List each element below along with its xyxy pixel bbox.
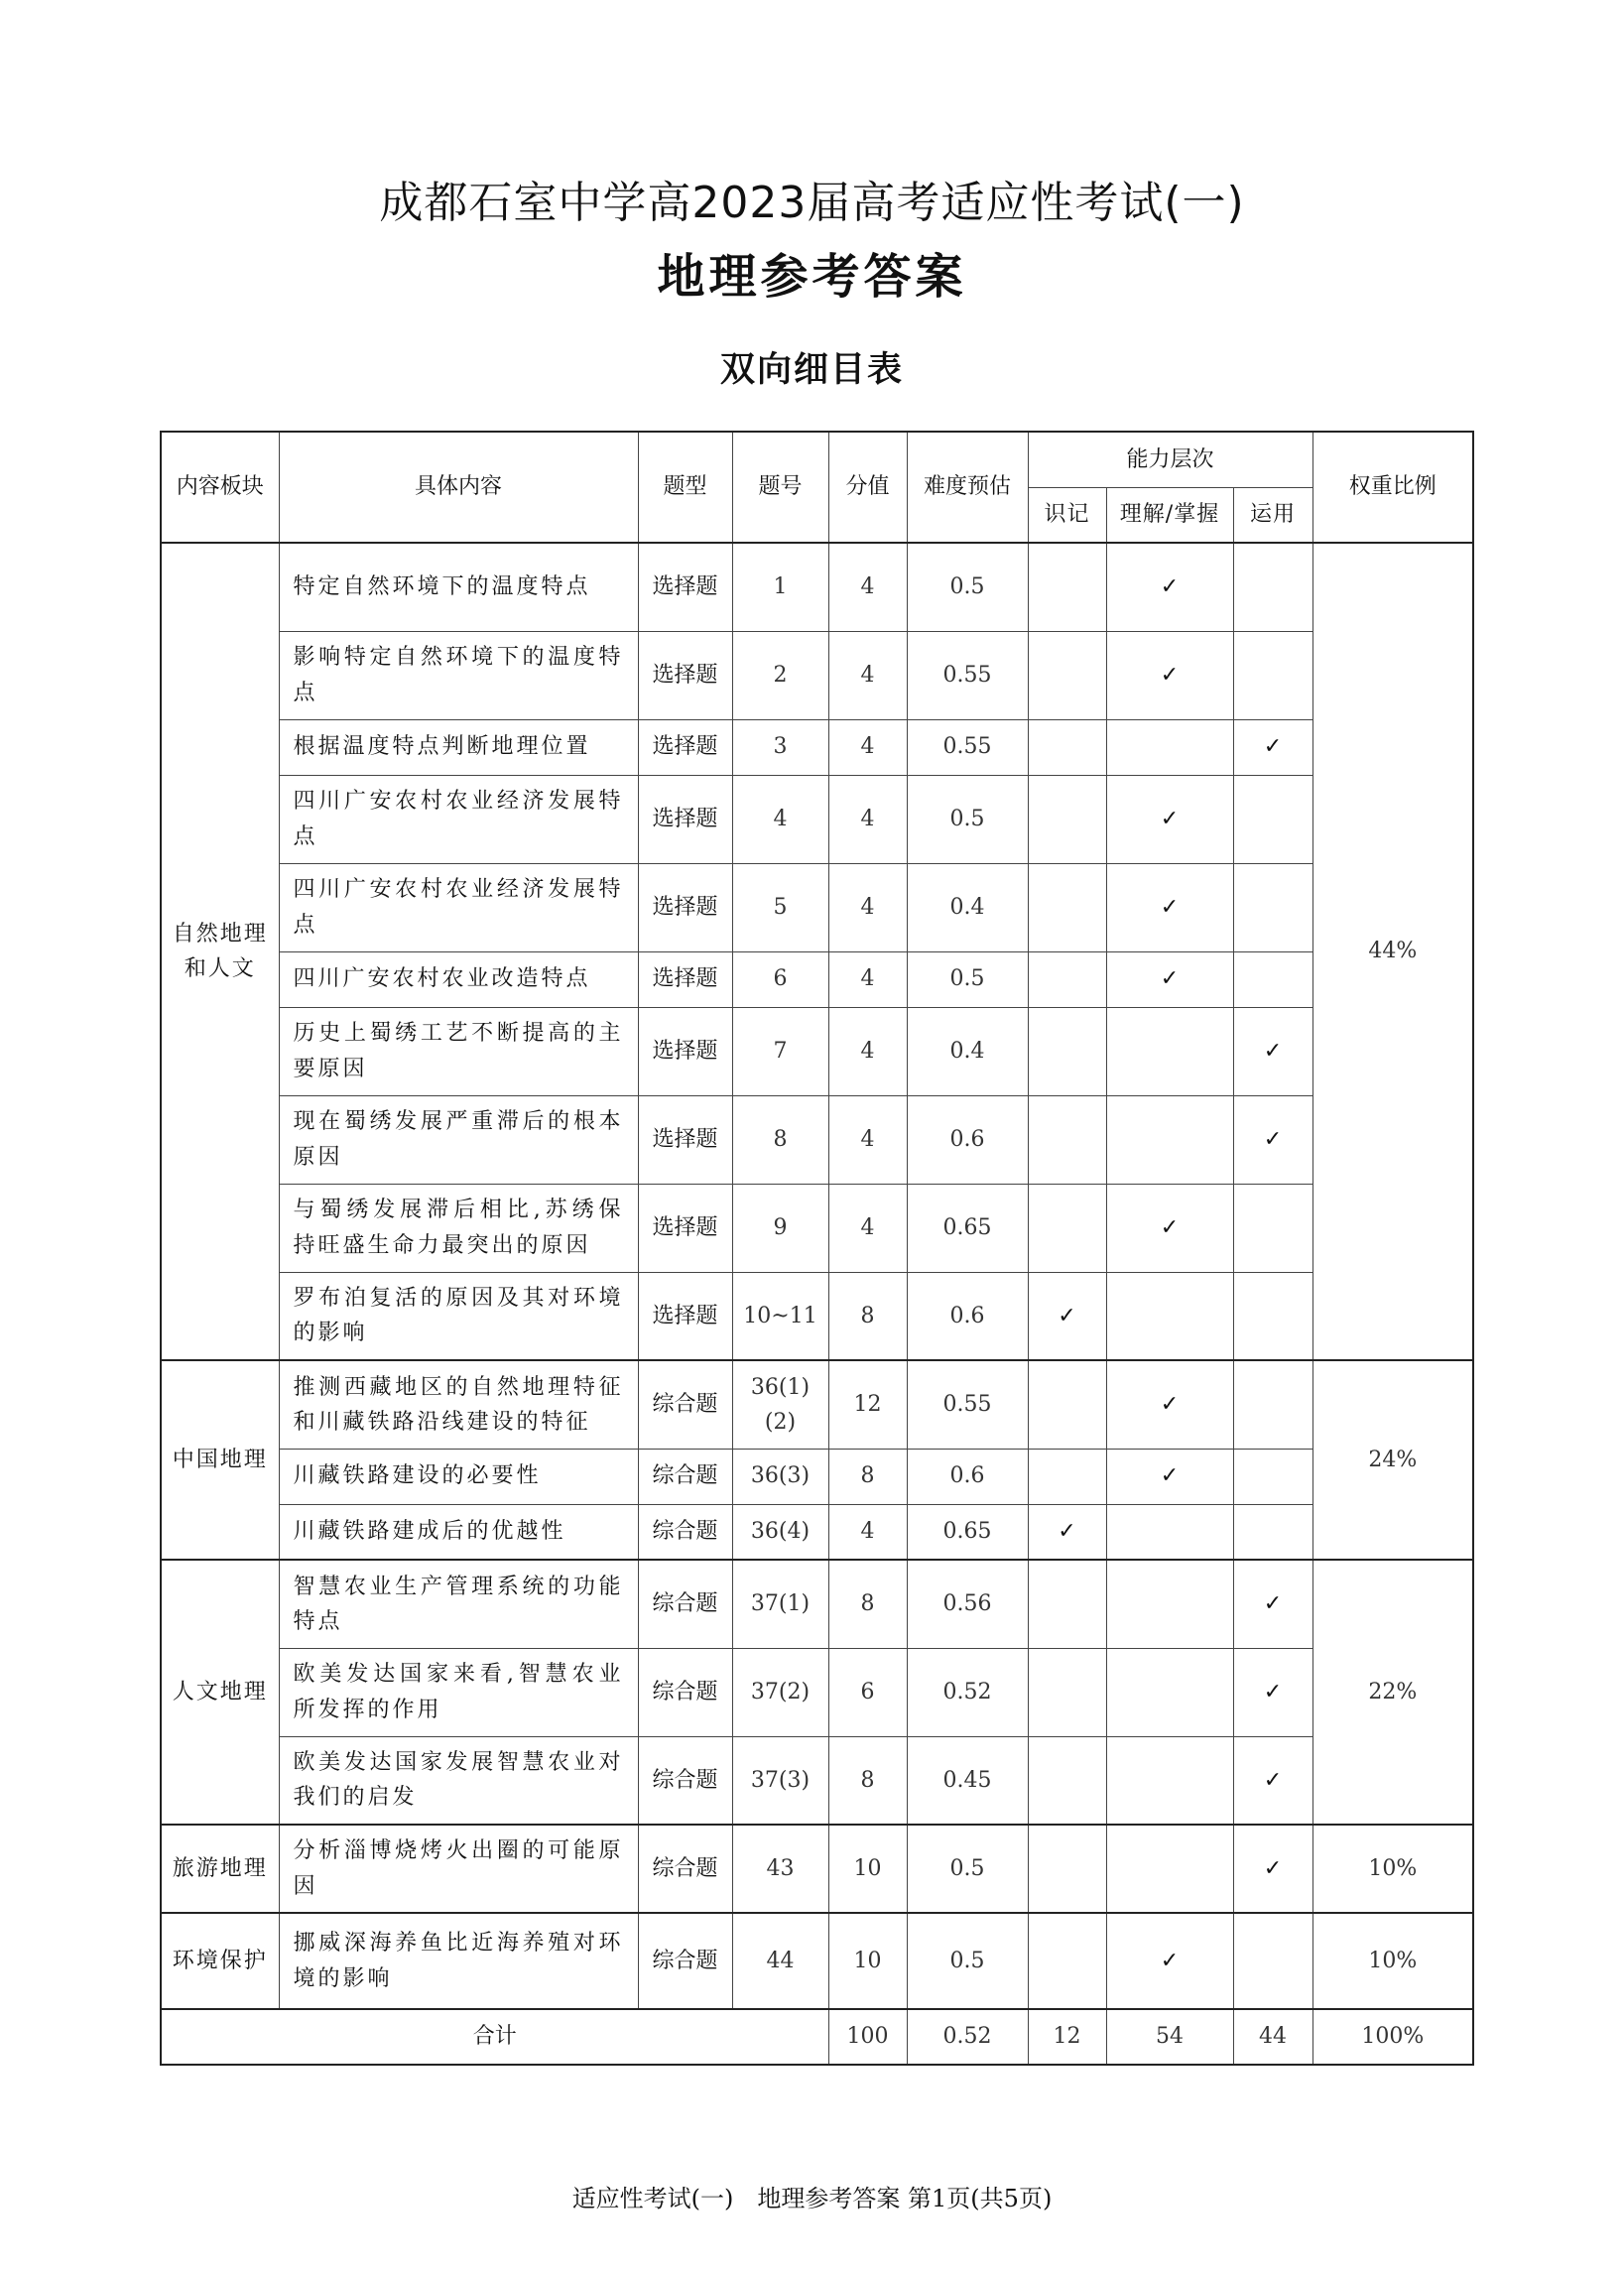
recall-cell [1028, 1825, 1106, 1913]
checkmark-icon: ✓ [1263, 1126, 1283, 1152]
recall-cell [1028, 1360, 1106, 1449]
number-cell: 9 [732, 1184, 828, 1272]
understand-cell [1106, 1095, 1233, 1184]
difficulty-cell: 0.5 [907, 1913, 1028, 2009]
table-title: 双向细目表 [719, 350, 904, 390]
weight-cell: 44% [1312, 543, 1473, 1360]
number-cell: 4 [732, 775, 828, 863]
apply-cell [1233, 1449, 1312, 1504]
difficulty-cell: 0.5 [907, 775, 1028, 863]
table-row [161, 1272, 1473, 1360]
type-cell: 选择题 [638, 775, 732, 863]
table-row [161, 1648, 1473, 1736]
apply-cell [1233, 1184, 1312, 1272]
number-cell: 10~11 [732, 1272, 828, 1360]
checkmark-icon: ✓ [1263, 1038, 1283, 1064]
header-ability: 能力层次 [1028, 432, 1312, 487]
understand-cell [1106, 1825, 1233, 1913]
checkmark-icon: ✓ [1160, 894, 1180, 920]
understand-cell [1106, 863, 1233, 951]
apply-cell [1233, 1736, 1312, 1825]
content-cell: 智慧农业生产管理系统的功能特点 [279, 1560, 638, 1648]
understand-cell [1106, 1007, 1233, 1095]
content-cell: 历史上蜀绣工艺不断提高的主要原因 [279, 1007, 638, 1095]
type-cell: 选择题 [638, 1095, 732, 1184]
difficulty-cell: 0.55 [907, 1360, 1028, 1449]
answer-title: 地理参考答案 [657, 249, 967, 305]
number-cell: 2 [732, 631, 828, 719]
number-cell: 5 [732, 863, 828, 951]
difficulty-cell: 0.65 [907, 1504, 1028, 1560]
content-cell: 特定自然环境下的温度特点 [279, 543, 638, 631]
type-cell: 选择题 [638, 1272, 732, 1360]
header-difficulty: 难度预估 [907, 432, 1028, 543]
checkmark-icon: ✓ [1058, 1519, 1076, 1545]
checkmark-icon: ✓ [1160, 662, 1180, 688]
total-label: 合计 [161, 2009, 828, 2065]
content-cell: 川藏铁路建设的必要性 [279, 1449, 638, 1504]
table-row [161, 863, 1473, 951]
difficulty-cell: 0.6 [907, 1095, 1028, 1184]
weight-cell: 10% [1312, 1913, 1473, 2009]
recall-cell [1028, 863, 1106, 951]
understand-cell [1106, 1184, 1233, 1272]
difficulty-cell: 0.6 [907, 1272, 1028, 1360]
table-row [161, 1913, 1473, 2009]
recall-cell [1028, 775, 1106, 863]
total-score: 100 [828, 2009, 907, 2065]
type-cell: 综合题 [638, 1560, 732, 1648]
difficulty-cell: 0.45 [907, 1736, 1028, 1825]
header-recall: 识记 [1028, 487, 1106, 543]
difficulty-cell: 0.55 [907, 719, 1028, 775]
score-cell: 8 [828, 1449, 907, 1504]
total-understand: 54 [1106, 2009, 1233, 2065]
difficulty-cell: 0.5 [907, 1825, 1028, 1913]
difficulty-cell: 0.65 [907, 1184, 1028, 1272]
apply-cell [1233, 1095, 1312, 1184]
table-row [161, 1560, 1473, 1648]
type-cell: 选择题 [638, 1184, 732, 1272]
apply-cell [1233, 1007, 1312, 1095]
table-row [161, 1504, 1473, 1560]
number-cell: 6 [732, 951, 828, 1007]
exam-title: 成都石室中学高2023届高考适应性考试(一) [379, 178, 1245, 228]
apply-cell [1233, 863, 1312, 951]
apply-cell [1233, 1913, 1312, 2009]
understand-cell [1106, 1360, 1233, 1449]
score-cell: 4 [828, 1184, 907, 1272]
content-cell: 影响特定自然环境下的温度特点 [279, 631, 638, 719]
difficulty-cell: 0.4 [907, 1007, 1028, 1095]
understand-cell [1106, 1449, 1233, 1504]
understand-cell [1106, 1504, 1233, 1560]
number-cell: 3 [732, 719, 828, 775]
content-cell: 川藏铁路建成后的优越性 [279, 1504, 638, 1560]
content-cell: 四川广安农村农业经济发展特点 [279, 863, 638, 951]
apply-cell [1233, 1560, 1312, 1648]
page-footer: 适应性考试(一) 地理参考答案 第1页(共5页) [571, 2185, 1053, 2212]
category-cell: 人文地理 [161, 1560, 279, 1825]
score-cell: 4 [828, 719, 907, 775]
score-cell: 4 [828, 1007, 907, 1095]
type-cell: 综合题 [638, 1504, 732, 1560]
type-cell: 选择题 [638, 863, 732, 951]
content-cell: 与蜀绣发展滞后相比,苏绣保持旺盛生命力最突出的原因 [279, 1184, 638, 1272]
apply-cell [1233, 1504, 1312, 1560]
understand-cell [1106, 631, 1233, 719]
number-cell: 36(4) [732, 1504, 828, 1560]
recall-cell [1028, 1736, 1106, 1825]
recall-cell [1028, 1648, 1106, 1736]
type-cell: 综合题 [638, 1449, 732, 1504]
checkmark-icon: ✓ [1160, 806, 1180, 831]
score-cell: 4 [828, 1504, 907, 1560]
table-row [161, 631, 1473, 719]
score-cell: 4 [828, 1095, 907, 1184]
understand-cell [1106, 951, 1233, 1007]
understand-cell [1106, 1648, 1233, 1736]
table-row [161, 1007, 1473, 1095]
score-cell: 6 [828, 1648, 907, 1736]
checkmark-icon: ✓ [1160, 966, 1180, 992]
number-cell: 37(3) [732, 1736, 828, 1825]
table-row [161, 775, 1473, 863]
table-row [161, 951, 1473, 1007]
table-row [161, 1184, 1473, 1272]
score-cell: 10 [828, 1913, 907, 2009]
checkmark-icon: ✓ [1263, 1679, 1283, 1705]
category-cell: 环境保护 [161, 1913, 279, 2009]
difficulty-cell: 0.6 [907, 1449, 1028, 1504]
checkmark-icon: ✓ [1263, 1591, 1283, 1617]
number-cell: 37(1) [732, 1560, 828, 1648]
type-cell: 综合题 [638, 1825, 732, 1913]
score-cell: 8 [828, 1736, 907, 1825]
type-cell: 选择题 [638, 1007, 732, 1095]
checkmark-icon: ✓ [1160, 1392, 1180, 1418]
apply-cell [1233, 631, 1312, 719]
number-cell: 1 [732, 543, 828, 631]
checkmark-icon: ✓ [1263, 734, 1283, 760]
recall-cell [1028, 1449, 1106, 1504]
content-cell: 欧美发达国家发展智慧农业对我们的启发 [279, 1736, 638, 1825]
category-cell: 自然地理 和人文 [161, 543, 279, 1360]
type-cell: 综合题 [638, 1360, 732, 1449]
category-cell: 旅游地理 [161, 1825, 279, 1913]
recall-cell [1028, 1560, 1106, 1648]
table-row [161, 1825, 1473, 1913]
table-row [161, 543, 1473, 631]
header-block: 内容板块 [161, 432, 279, 543]
weight-cell: 10% [1312, 1825, 1473, 1913]
table-row [161, 1736, 1473, 1825]
difficulty-cell: 0.5 [907, 543, 1028, 631]
checkmark-icon: ✓ [1160, 1214, 1180, 1240]
apply-cell [1233, 1360, 1312, 1449]
recall-cell [1028, 543, 1106, 631]
table-row [161, 1360, 1473, 1449]
difficulty-cell: 0.4 [907, 863, 1028, 951]
difficulty-cell: 0.56 [907, 1560, 1028, 1648]
recall-cell [1028, 1095, 1106, 1184]
number-cell: 8 [732, 1095, 828, 1184]
content-cell: 四川广安农村农业改造特点 [279, 951, 638, 1007]
number-cell: 37(2) [732, 1648, 828, 1736]
understand-cell [1106, 543, 1233, 631]
type-cell: 选择题 [638, 951, 732, 1007]
type-cell: 选择题 [638, 543, 732, 631]
recall-cell [1028, 1272, 1106, 1360]
difficulty-cell: 0.52 [907, 1648, 1028, 1736]
number-cell: 43 [732, 1825, 828, 1913]
type-cell: 综合题 [638, 1648, 732, 1736]
recall-cell [1028, 719, 1106, 775]
total-recall: 12 [1028, 2009, 1106, 2065]
header-understand: 理解/掌握 [1106, 487, 1233, 543]
recall-cell [1028, 1184, 1106, 1272]
content-cell: 分析淄博烧烤火出圈的可能原因 [279, 1825, 638, 1913]
table-row [161, 1449, 1473, 1504]
checkmark-icon: ✓ [1160, 1948, 1180, 1973]
table-row [161, 1095, 1473, 1184]
apply-cell [1233, 543, 1312, 631]
recall-cell [1028, 951, 1106, 1007]
content-cell: 根据温度特点判断地理位置 [279, 719, 638, 775]
score-cell: 4 [828, 951, 907, 1007]
total-difficulty: 0.52 [907, 2009, 1028, 2065]
score-cell: 4 [828, 543, 907, 631]
number-cell: 36(3) [732, 1449, 828, 1504]
total-row [161, 2009, 1473, 2065]
recall-cell [1028, 1504, 1106, 1560]
weight-cell: 24% [1312, 1360, 1473, 1560]
score-cell: 4 [828, 863, 907, 951]
content-cell: 欧美发达国家来看,智慧农业所发挥的作用 [279, 1648, 638, 1736]
type-cell: 综合题 [638, 1913, 732, 2009]
specification-table [160, 431, 1474, 2066]
apply-cell [1233, 1272, 1312, 1360]
category-cell: 中国地理 [161, 1360, 279, 1560]
content-cell: 四川广安农村农业经济发展特点 [279, 775, 638, 863]
checkmark-icon: ✓ [1263, 1767, 1283, 1793]
understand-cell [1106, 1736, 1233, 1825]
apply-cell [1233, 719, 1312, 775]
content-cell: 挪威深海养鱼比近海养殖对环境的影响 [279, 1913, 638, 2009]
score-cell: 8 [828, 1560, 907, 1648]
checkmark-icon: ✓ [1160, 1463, 1180, 1489]
understand-cell [1106, 1560, 1233, 1648]
score-cell: 10 [828, 1825, 907, 1913]
header-content: 具体内容 [279, 432, 638, 543]
apply-cell [1233, 1825, 1312, 1913]
table-row [161, 719, 1473, 775]
type-cell: 综合题 [638, 1736, 732, 1825]
apply-cell [1233, 951, 1312, 1007]
score-cell: 4 [828, 631, 907, 719]
score-cell: 4 [828, 775, 907, 863]
header-score: 分值 [828, 432, 907, 543]
score-cell: 12 [828, 1360, 907, 1449]
weight-cell: 22% [1312, 1560, 1473, 1825]
recall-cell [1028, 1913, 1106, 2009]
difficulty-cell: 0.5 [907, 951, 1028, 1007]
total-weight: 100% [1312, 2009, 1473, 2065]
apply-cell [1233, 775, 1312, 863]
number-cell: 36(1)(2) [732, 1360, 828, 1449]
total-apply: 44 [1233, 2009, 1312, 2065]
recall-cell [1028, 1007, 1106, 1095]
content-cell: 罗布泊复活的原因及其对环境的影响 [279, 1272, 638, 1360]
recall-cell [1028, 631, 1106, 719]
number-cell: 44 [732, 1913, 828, 2009]
score-cell: 8 [828, 1272, 907, 1360]
header-weight: 权重比例 [1312, 432, 1473, 543]
checkmark-icon: ✓ [1263, 1855, 1283, 1881]
understand-cell [1106, 1272, 1233, 1360]
checkmark-icon: ✓ [1058, 1303, 1076, 1328]
type-cell: 选择题 [638, 719, 732, 775]
content-cell: 现在蜀绣发展严重滞后的根本原因 [279, 1095, 638, 1184]
header-type: 题型 [638, 432, 732, 543]
checkmark-icon: ✓ [1160, 574, 1180, 600]
difficulty-cell: 0.55 [907, 631, 1028, 719]
number-cell: 7 [732, 1007, 828, 1095]
understand-cell [1106, 1913, 1233, 2009]
content-cell: 推测西藏地区的自然地理特征和川藏铁路沿线建设的特征 [279, 1360, 638, 1449]
table-body [161, 543, 1473, 2065]
header-number: 题号 [732, 432, 828, 543]
header-apply: 运用 [1233, 487, 1312, 543]
apply-cell [1233, 1648, 1312, 1736]
understand-cell [1106, 775, 1233, 863]
understand-cell [1106, 719, 1233, 775]
type-cell: 选择题 [638, 631, 732, 719]
